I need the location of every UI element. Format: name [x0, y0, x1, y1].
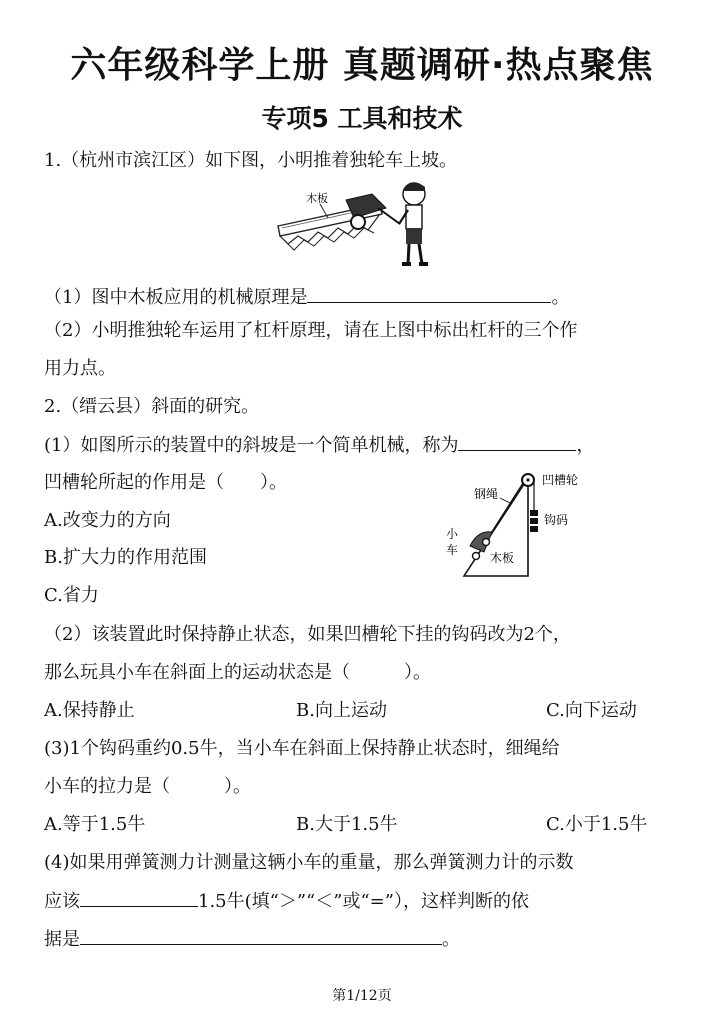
weight-block: [530, 510, 538, 516]
section-subtitle: 专项5 工具和技术: [261, 104, 463, 133]
answer-blank-q2-1[interactable]: [458, 432, 576, 451]
q2-part3-option-a: A.等于1.5牛: [44, 814, 146, 835]
board-label: 木板: [306, 192, 328, 205]
boy-figure: [399, 183, 428, 266]
q1-part2-line1: （2）小明推独轮车运用了杠杆原理，请在上图中标出杠杆的三个作: [44, 320, 578, 341]
answer-blank-q2-4a[interactable]: [80, 888, 198, 907]
cart-label-char2: 车: [446, 543, 459, 557]
page-title: 六年级科学上册 真题调研·热点聚焦: [70, 45, 654, 86]
board-label-q2: 木板: [490, 551, 515, 565]
q2-part2-option-a: A.保持静止: [44, 700, 135, 721]
answer-blank-q1-1[interactable]: [307, 284, 551, 303]
cart-label-char1: 小: [446, 527, 459, 541]
q2-stem: 2.（缙云县）斜面的研究。: [44, 396, 260, 417]
q2-part1-option-b: B.扩大力的作用范围: [44, 547, 207, 568]
page-number: 第1/12页: [332, 988, 392, 1004]
wheelbarrow-figure: [268, 178, 444, 270]
q2-part1-option-c: C.省力: [44, 585, 99, 606]
q1-part2-line2: 用力点。: [44, 358, 116, 379]
rope-label: 钢绳: [474, 487, 499, 501]
q2-part3-option-b: B.大于1.5牛: [296, 814, 398, 835]
q2-part1-line1: (1）如图所示的装置中的斜坡是一个简单机械，称为 ，: [44, 432, 594, 459]
q2-part1-option-a: A.改变力的方向: [44, 510, 171, 531]
answer-blank-q2-4b[interactable]: [80, 926, 442, 945]
q2-part3-line1: (3)1个钩码重约0.5牛，当小车在斜面上保持静止状态时，细绳给: [44, 738, 560, 759]
q1-part1: （1）图中木板应用的机械原理是 。: [44, 284, 569, 311]
q2-part2-option-b: B.向上运动: [296, 700, 387, 721]
q2-part4-line1: (4)如果用弹簧测力计测量这辆小车的重量，那么弹簧测力计的示数: [44, 852, 574, 873]
q2-part2-option-c: C.向下运动: [546, 700, 637, 721]
q2-part3-line2: 小车的拉力是（ ）。: [44, 776, 251, 797]
incline-figure: [444, 468, 604, 584]
weight-label: 钩码: [544, 513, 569, 527]
q1-stem: 1.（杭州市滨江区）如下图，小明推着独轮车上坡。: [44, 150, 458, 171]
q2-part4-line3: 据是 。: [44, 926, 460, 953]
q2-part1-line2: 凹槽轮所起的作用是（ ）。: [44, 472, 287, 493]
q2-part3-option-c: C.小于1.5牛: [546, 814, 648, 835]
pulley-label: 凹槽轮: [542, 473, 579, 487]
q2-part2-line1: （2）该装置此时保持静止状态，如果凹槽轮下挂的钩码改为2个，: [44, 624, 571, 645]
q2-part4-line2: 应该 1.5牛(填“＞”“＜”或“=”），这样判断的依: [44, 888, 529, 915]
q2-part2-line2: 那么玩具小车在斜面上的运动状态是（ ）。: [44, 662, 431, 683]
